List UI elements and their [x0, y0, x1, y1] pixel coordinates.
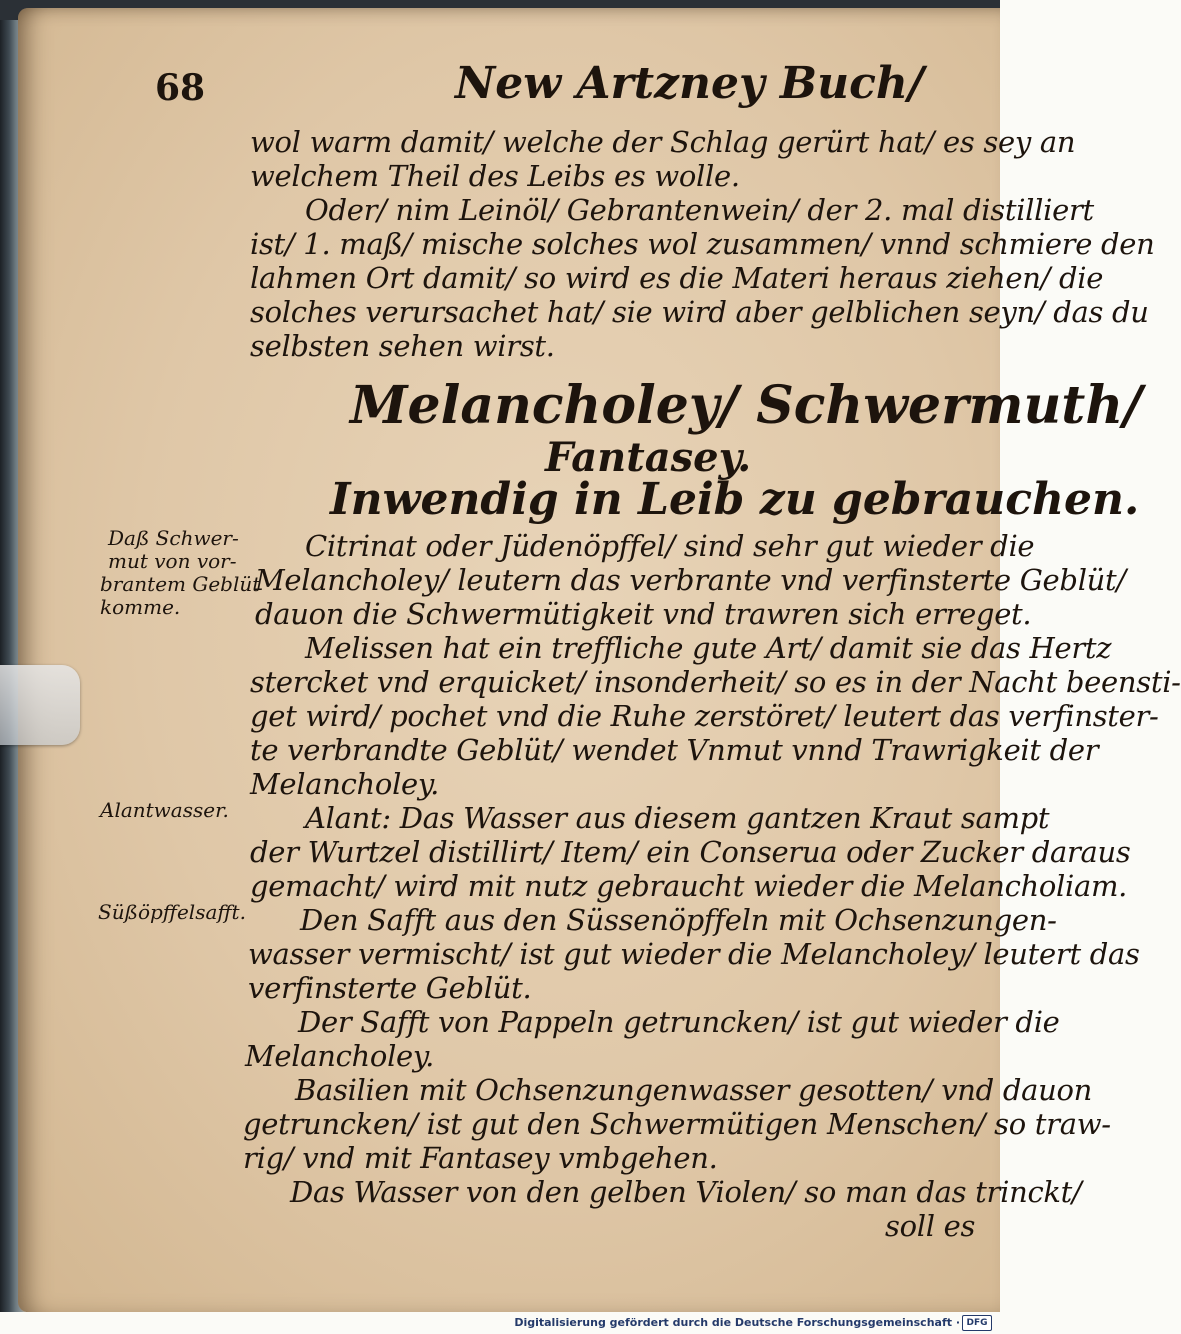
- body-line: get wird/ pochet vnd die Ruhe zerstöret/ leutert das verfinster-: [250, 699, 1159, 733]
- body-line: verfinsterte Geblüt.: [248, 971, 532, 1005]
- margin-note: brantem Geblüt: [100, 572, 261, 596]
- body-line: Melissen hat ein treffliche gute Art/ damit sie das Hertz: [305, 631, 1112, 665]
- body-line: getruncken/ ist gut den Schwermütigen Menschen/ so traw-: [243, 1107, 1111, 1141]
- page-number: 68: [155, 67, 206, 109]
- body-line: Citrinat oder Jüdenöpffel/ sind sehr gut wieder die: [305, 529, 1035, 563]
- body-line: Alant: Das Wasser aus diesem gantzen Kraut sampt: [305, 801, 1050, 835]
- margin-note: mut von vor-: [108, 549, 237, 573]
- body-line: ist/ 1. maß/ mische solches wol zusammen/ vnnd schmiere den: [250, 227, 1155, 261]
- body-line: lahmen Ort damit/ so wird es die Materi heraus ziehen/ die: [250, 261, 1104, 295]
- body-line: gemacht/ wird mit nutz gebraucht wieder die Melancholiam.: [250, 869, 1128, 903]
- body-line: Melancholey.: [250, 767, 440, 801]
- body-line: Melancholey/ leutern das verbrante vnd verfinsterte Geblüt/: [255, 563, 1126, 597]
- body-line: dauon die Schwermütigkeit vnd trawren sich erreget.: [255, 597, 1032, 631]
- body-line: Den Safft aus den Süssenöpffeln mit Ochsenzungen-: [300, 903, 1057, 937]
- catchword: soll es: [885, 1209, 976, 1243]
- margin-note: Alantwasser.: [100, 798, 229, 822]
- body-line: welchem Theil des Leibs es wolle.: [250, 159, 740, 193]
- margin-note: Daß Schwer-: [108, 526, 239, 550]
- body-line: selbsten sehen wirst.: [250, 329, 555, 363]
- body-line: wol warm damit/ welche der Schlag gerürt hat/ es sey an: [250, 125, 1076, 159]
- body-line: solches verursachet hat/ sie wird aber gelblichen seyn/ das du: [250, 295, 1149, 329]
- body-line: der Wurtzel distillirt/ Item/ ein Conserua oder Zucker daraus: [250, 835, 1131, 869]
- section-heading-main: Melancholey/ Schwermuth/: [350, 375, 1143, 436]
- body-line: wasser vermischt/ ist gut wieder die Melancholey/ leutert das: [248, 937, 1140, 971]
- body-line: stercket vnd erquicket/ insonderheit/ so es in der Nacht beensti-: [250, 665, 1181, 699]
- dfg-logo-icon: DFG: [962, 1315, 992, 1331]
- body-line: Der Safft von Pappeln getruncken/ ist gut wieder die: [298, 1005, 1060, 1039]
- dfg-credit: Digitalisierung gefördert durch die Deutsche Forschungsgemeinschaft ·: [514, 1316, 960, 1329]
- running-head: New Artzney Buch/: [455, 58, 924, 109]
- page-clip: [0, 665, 80, 745]
- section-heading-usage: Inwendig in Leib zu gebrauchen.: [330, 474, 1140, 525]
- margin-note: komme.: [100, 595, 181, 619]
- body-line: Basilien mit Ochsenzungenwasser gesotten/ vnd dauon: [295, 1073, 1092, 1107]
- section-heading-sub: Fantasey.: [545, 434, 752, 481]
- body-line: te verbrandte Geblüt/ wendet Vnmut vnnd Trawrigkeit der: [250, 733, 1099, 767]
- body-line: Das Wasser von den gelben Violen/ so man das trinckt/: [290, 1175, 1082, 1209]
- body-line: Melancholey.: [245, 1039, 435, 1073]
- margin-note: Süßöpffelsafft.: [98, 900, 246, 924]
- body-line: Oder/ nim Leinöl/ Gebrantenwein/ der 2. mal distilliert: [305, 193, 1094, 227]
- body-line: rig/ vnd mit Fantasey vmbgehen.: [243, 1141, 718, 1175]
